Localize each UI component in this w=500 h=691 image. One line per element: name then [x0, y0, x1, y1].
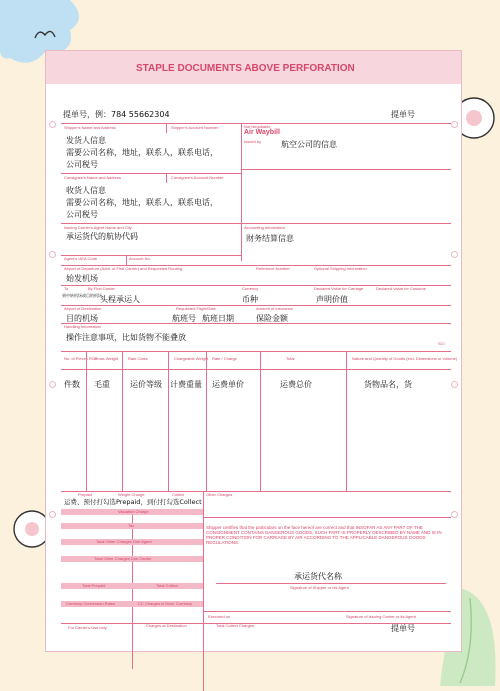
punch-hole — [49, 381, 56, 388]
shipper-account-label: Shipper's Account Number — [171, 125, 219, 130]
gross-weight-value[interactable]: 毛重 — [94, 380, 110, 389]
total-other-carrier-label: Total Other Charges Due Carrier — [94, 556, 152, 561]
awb-number-bottom[interactable]: 提单号 — [391, 624, 415, 633]
total-other-agent-label: Total Other Charges Due Agent — [96, 539, 152, 544]
departure-airport-value[interactable]: 始发机场 — [66, 274, 98, 283]
issuing-agent-label: Issuing Carrier's Agent Name and City — [64, 225, 132, 230]
account-no-label: Account No. — [129, 256, 151, 261]
not-negotiable-label: Not Negotiable — [244, 124, 271, 129]
issued-by-label: Issued by — [244, 139, 262, 144]
to-label: To — [64, 286, 69, 291]
consignee-info-line2[interactable]: 需要公司名称，地址，联系人，联系电话， — [66, 198, 218, 207]
flight-number-value[interactable]: 航班号 — [172, 314, 196, 323]
awb-number-top[interactable]: 提单号，例：784 55662304 — [63, 110, 170, 119]
air-waybill-title: Air Waybill — [244, 129, 280, 136]
declared-customs-label: Declared Value for Customs — [376, 286, 426, 291]
prepaid-label: Prepaid — [78, 492, 92, 497]
insurance-amount-label: Amount of Insurance — [256, 306, 293, 311]
first-carrier-value[interactable]: 头程承运人 — [100, 295, 140, 304]
declared-carriage-label: Declared Value for Carriage — [314, 286, 364, 291]
chargeable-weight-value[interactable]: 计费重量 — [170, 380, 202, 389]
total-prepaid-label: Total Prepaid — [82, 583, 106, 588]
nature-goods-label: Nature and Quantity of Goods (incl. Dimensions or Volume) — [352, 356, 458, 361]
total-label: Total — [286, 356, 295, 361]
punch-hole — [49, 511, 56, 518]
carrier-use-label: For Carrier's Use only — [68, 625, 107, 630]
currency-label: Currency — [242, 286, 259, 291]
total-collect-label: Total Collect — [156, 583, 178, 588]
handling-info-label: Handling Information — [64, 324, 101, 329]
goods-description-value[interactable]: 货物品名，货 — [364, 380, 412, 389]
punch-hole — [49, 251, 56, 258]
signature-shipper-label: Signature of Shipper or his Agent — [290, 585, 349, 590]
accounting-info-value[interactable]: 财务结算信息 — [246, 234, 294, 243]
punch-hole — [451, 381, 458, 388]
requested-flight-label: Requested Flight/Date — [176, 306, 216, 311]
accounting-info-label: Accounting Information — [244, 225, 285, 230]
tax-label: Tax — [128, 523, 135, 528]
collect-label: Collect — [172, 492, 185, 497]
handling-info-value[interactable]: 操作注意事项，比如货物不能叠放 — [66, 333, 186, 342]
departure-airport-label: Airport of Departure (Addr. of First Carrier) and Requested Routing — [64, 266, 183, 271]
other-charges-label: Other Charges — [206, 492, 233, 497]
form-title: STAPLE DOCUMENTS ABOVE PERFORATION — [136, 63, 355, 74]
awb-number-right[interactable]: 提单号 — [391, 110, 415, 119]
consignee-info-line1[interactable]: 收货人信息 — [66, 186, 106, 195]
punch-hole — [451, 251, 458, 258]
punch-hole — [49, 121, 56, 128]
signature-carrier-label: Signature of Issuing Carrier or its Agent — [346, 614, 416, 619]
shipper-info-line1[interactable]: 发货人信息 — [66, 136, 106, 145]
valuation-charge-label: Valuation Charge — [118, 509, 149, 514]
currency-value[interactable]: 币种 — [242, 295, 258, 304]
shipper-info-line3[interactable]: 公司税号 — [66, 160, 98, 169]
pieces-label: No. of Pieces RCP — [64, 356, 98, 361]
executed-on-label: Executed on — [208, 614, 231, 619]
punch-hole — [451, 511, 458, 518]
consignee-name-label: Consignee's Name and Address — [64, 175, 122, 180]
chargeable-weight-label: Chargeable Weight — [174, 356, 209, 361]
flight-date-value[interactable]: 航班日期 — [202, 314, 234, 323]
sci-label: SCI — [438, 341, 445, 346]
air-waybill-form — [45, 50, 462, 652]
rate-class-value[interactable]: 运价等级 — [130, 380, 162, 389]
insurance-value[interactable]: 保险金额 — [256, 314, 288, 323]
pieces-value[interactable]: 件数 — [64, 380, 80, 389]
total-collect-charges-label: Total Collect Charges — [216, 623, 255, 628]
total-value[interactable]: 运费总价 — [280, 380, 312, 389]
gross-weight-label: Gross Weight — [94, 356, 119, 361]
reference-number-label: Reference Number — [256, 266, 290, 271]
weight-charge-label: Weight Charge — [118, 492, 145, 497]
consignee-account-label: Consignee's Account Number — [171, 175, 224, 180]
charges-destination-label: Charges at Destination — [146, 623, 187, 628]
punch-hole — [451, 121, 458, 128]
payment-instruction[interactable]: 运费、预付打勾选Prepaid，到付打勾选Collect — [64, 498, 202, 506]
rate-class-label: Rate Class — [128, 356, 148, 361]
first-carrier-label: By First Carrier — [88, 286, 115, 291]
airline-info[interactable]: 航空公司的信息 — [281, 140, 337, 149]
agent-iata-label: Agent's IATA Code — [64, 256, 98, 261]
consignee-info-line3[interactable]: 公司税号 — [66, 210, 98, 219]
hazard-text-line1: Shipper certifies that the particulars on the face hereof are correct and that INSOFAR AS ANY PART OF THE CONSIGNMENT CONTAINS DANGEROUS GOODS, SUCH PART IS PROPERLY DESCRIBED BY NAME AND IS IN PROPER CONDITION FOR CARRIAGE BY AIR ACCORDING TO THE APPLICABLE DANGEROUS GOODS REGULATIONS. — [206, 525, 442, 545]
to-transit-value[interactable]: 到中转机场或目的机场 — [62, 293, 102, 298]
declared-value[interactable]: 声明价值 — [316, 295, 348, 304]
shipper-info-line2[interactable]: 需要公司名称，地址，联系人，联系电话， — [66, 148, 218, 157]
shipper-name-label: Shipper's Name and Address — [64, 125, 116, 130]
shipper-signature-value[interactable]: 承运货代名称 — [294, 572, 342, 581]
cc-charges-label: CC Charges in Dest. Currency — [138, 601, 193, 606]
destination-airport-value[interactable]: 目的机场 — [66, 314, 98, 323]
rate-charge-label: Rate / Charge — [212, 356, 237, 361]
issuing-agent-value[interactable]: 承运货代的航协代码 — [66, 232, 138, 241]
optional-shipping-label: Optional Shipping Information — [314, 266, 367, 271]
rate-value[interactable]: 运费单价 — [212, 380, 244, 389]
currency-conversion-label: Currency Conversion Rates — [66, 601, 116, 606]
destination-airport-label: Airport of Destination — [64, 306, 102, 311]
